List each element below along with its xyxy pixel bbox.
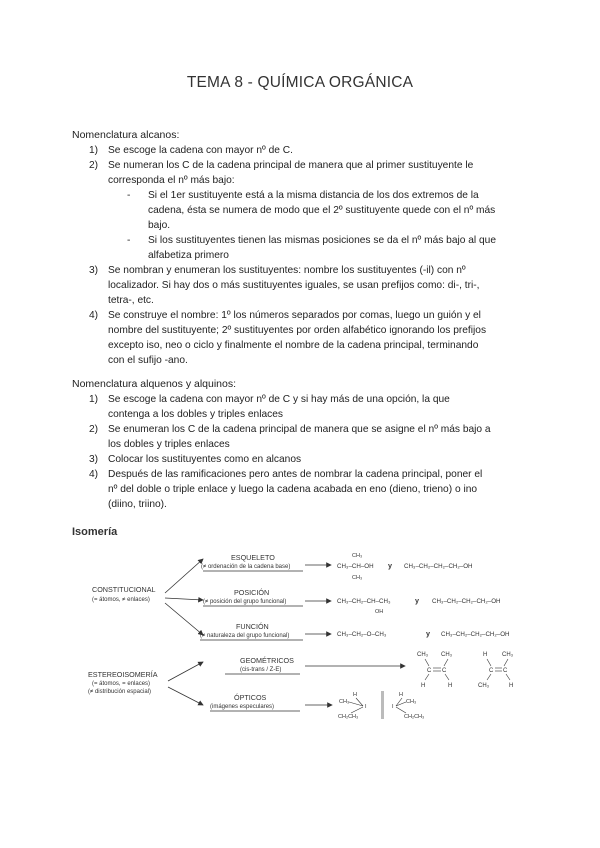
opticos-note: (imágenes especulares) bbox=[210, 704, 275, 710]
posicion-note: (≠ posición del grupo funcional) bbox=[203, 599, 287, 605]
step-text-line: Se escoge la cadena con mayor nº de C y si hay más de una opción, la que bbox=[108, 394, 450, 405]
optical-isomers bbox=[338, 691, 424, 720]
step-item bbox=[72, 263, 534, 308]
step-number: 3) bbox=[89, 454, 99, 465]
step-text-line: con el sufijo -ano. bbox=[108, 355, 188, 366]
step-number: 1) bbox=[89, 394, 99, 405]
formula-esqueleto-a: CH₃–CH–OH bbox=[337, 563, 374, 570]
arrow-to-funcion bbox=[165, 603, 203, 635]
step-text-line: los dobles y triples enlaces bbox=[108, 439, 230, 450]
step-number: 2) bbox=[89, 424, 99, 435]
isomeria-heading: Isomería bbox=[72, 526, 118, 538]
step-item bbox=[72, 422, 534, 452]
step-text-line: nº del doble o triple enlace y luego la cadena acabada en eno (dieno, trieno) o ino bbox=[108, 484, 478, 495]
arrow-to-posicion bbox=[165, 598, 203, 600]
funcion-note: (≠ naturaleza del grupo funcional) bbox=[200, 633, 290, 639]
funcion-label: FUNCIÓN bbox=[236, 622, 269, 631]
formula-esqueleto-b: CH₃–CH₂–CH₂–CH₂–OH bbox=[404, 563, 473, 570]
formula-funcion-a: CH₃–CH₂–O–CH₃ bbox=[337, 631, 387, 638]
trans-c-right: C bbox=[503, 668, 508, 674]
sub-item bbox=[127, 233, 534, 263]
step-text-line: nombre del sustituyente; 2º sustituyentes por orden alfabético ignorando los prefijos bbox=[108, 325, 487, 336]
step-text-line: excepto iso, neo o ciclo y finalmente el nombre de la cadena principal, terminando bbox=[108, 340, 479, 351]
trans-c-left: C bbox=[489, 668, 494, 674]
formula-funcion-b: CH₃–CH₂–CH₂–CH₂–OH bbox=[441, 631, 510, 638]
formula-posicion-a-bottom: OH bbox=[375, 609, 384, 615]
cis-c-left: C bbox=[427, 668, 432, 674]
optic-ch3-left: CH₃ bbox=[339, 699, 350, 705]
step-text-line: (diino, triino). bbox=[108, 499, 167, 510]
sub-text-line: bajo. bbox=[148, 220, 171, 231]
formula-esqueleto-a-bottom: CH₃ bbox=[352, 575, 363, 581]
step-text-line: Después de las ramificaciones pero antes de nombrar la cadena principal, poner el bbox=[108, 469, 483, 480]
step-number: 2) bbox=[89, 160, 99, 171]
formula-esqueleto-a-top: CH₃ bbox=[352, 553, 363, 559]
optic-h-left: H bbox=[353, 692, 357, 698]
y-esqueleto: y bbox=[388, 561, 392, 570]
step-item bbox=[72, 392, 534, 422]
trans-ch3-top: CH₃ bbox=[502, 652, 514, 658]
constitucional-note: (= átomos, ≠ enlaces) bbox=[92, 597, 150, 603]
step-text-line: tetra-, etc. bbox=[108, 295, 154, 306]
cis-h-left: H bbox=[421, 683, 426, 689]
step-item bbox=[72, 308, 534, 368]
sub-list bbox=[108, 188, 534, 263]
step-text-line: Se nombran y enumeran los sustituyentes: nombre los sustituyentes (-il) con nº bbox=[108, 265, 466, 276]
step-text-line: Se construye el nombre: 1º los números separados por comas, luego un guión y el bbox=[108, 310, 481, 321]
step-item bbox=[72, 452, 534, 467]
dash-bullet: - bbox=[127, 190, 131, 201]
cis-ch3-left: CH₃ bbox=[417, 652, 429, 658]
optic-ethyl-right: CH₂CH₃ bbox=[404, 714, 425, 720]
sub-text-line: alfabetiza primero bbox=[148, 250, 229, 261]
step-number: 1) bbox=[89, 145, 99, 156]
alcanos-steps bbox=[72, 143, 534, 368]
esqueleto-label: ESQUELETO bbox=[231, 553, 275, 562]
estereo-note-1: (= átomos, = enlaces) bbox=[92, 681, 151, 687]
formula-posicion-b: CH₃–CH₂–CH₂–CH₂–OH bbox=[432, 598, 501, 605]
formula-posicion-a: CH₃–CH₂–CH–CH₃ bbox=[337, 598, 391, 605]
step-item bbox=[72, 158, 534, 263]
geometric-isomer-cis bbox=[417, 652, 453, 689]
step-number: 3) bbox=[89, 265, 99, 276]
trans-h-bottom: H bbox=[509, 683, 514, 689]
trans-h-top: H bbox=[483, 652, 488, 658]
page-title: TEMA 8 - QUÍMICA ORGÁNICA bbox=[186, 74, 414, 91]
posicion-label: POSICIÓN bbox=[234, 588, 270, 597]
sub-text-line: Si el 1er sustituyente está a la misma distancia de los dos extremos de la bbox=[148, 190, 479, 201]
trans-ch3-bottom: CH₃ bbox=[478, 683, 490, 689]
optic-i-left: I bbox=[365, 704, 367, 710]
dash-bullet: - bbox=[127, 235, 131, 246]
cis-ch3-right: CH₃ bbox=[441, 652, 453, 658]
y-posicion: y bbox=[415, 596, 419, 605]
esqueleto-note: (≠ ordenación de la cadena base) bbox=[201, 564, 291, 570]
arrow-to-geometricos bbox=[168, 662, 203, 681]
arrow-to-esqueleto bbox=[165, 559, 203, 593]
estereo-label: ESTEREOISOMERÍA bbox=[88, 670, 158, 679]
geometricos-label: GEOMÉTRICOS bbox=[240, 656, 294, 665]
estereo-note-2: (≠ distribución espacial) bbox=[88, 689, 151, 695]
constitucional-label: CONSTITUCIONAL bbox=[92, 585, 156, 594]
step-text-line: contenga a los dobles y triples enlaces bbox=[108, 409, 283, 420]
optic-ethyl-left: CH₂CH₃ bbox=[338, 714, 359, 720]
optic-ch3-right: CH₃ bbox=[406, 699, 417, 705]
sub-text-line: Si los sustituyentes tienen las mismas posiciones se da el nº más bajo al que bbox=[148, 235, 497, 246]
step-text-line: localizador. Si hay dos o más sustituyentes iguales, se usan prefijos como: di-, tri-, bbox=[108, 280, 480, 291]
isomeria-diagram bbox=[0, 545, 600, 730]
y-funcion: y bbox=[426, 629, 430, 638]
optic-i-right: I bbox=[392, 704, 394, 710]
sub-text-line: cadena, ésta se numera de modo que el 2º sustituyente quede con el nº más bbox=[148, 205, 496, 216]
step-text-line: Colocar los sustituyentes como en alcanos bbox=[108, 454, 302, 465]
step-text-line: Se enumeran los C de la cadena principal de manera que se asigne el nº más bajo a bbox=[108, 424, 491, 435]
alquenos-steps bbox=[72, 392, 534, 512]
cis-h-right: H bbox=[448, 683, 453, 689]
optic-h-right: H bbox=[399, 692, 403, 698]
alcanos-heading: Nomenclatura alcanos: bbox=[72, 129, 180, 141]
cis-c-right: C bbox=[442, 668, 447, 674]
arrow-to-opticos bbox=[168, 687, 203, 705]
step-number: 4) bbox=[89, 469, 99, 480]
step-text-line: corresponda el nº más bajo: bbox=[108, 175, 235, 186]
step-text-line: Se escoge la cadena con mayor nº de C. bbox=[108, 145, 293, 156]
geometric-isomer-trans bbox=[478, 652, 514, 689]
sub-item bbox=[127, 188, 534, 233]
step-text-line: Se numeran los C de la cadena principal de manera que al primer sustituyente le bbox=[108, 160, 474, 171]
mirror-plane bbox=[381, 691, 384, 719]
alquenos-heading: Nomenclatura alquenos y alquinos: bbox=[72, 378, 237, 390]
step-item bbox=[72, 143, 534, 158]
geometricos-note: (cis-trans / Z-E) bbox=[240, 667, 282, 673]
opticos-label: ÓPTICOS bbox=[234, 693, 267, 702]
step-item bbox=[72, 467, 534, 512]
step-number: 4) bbox=[89, 310, 99, 321]
